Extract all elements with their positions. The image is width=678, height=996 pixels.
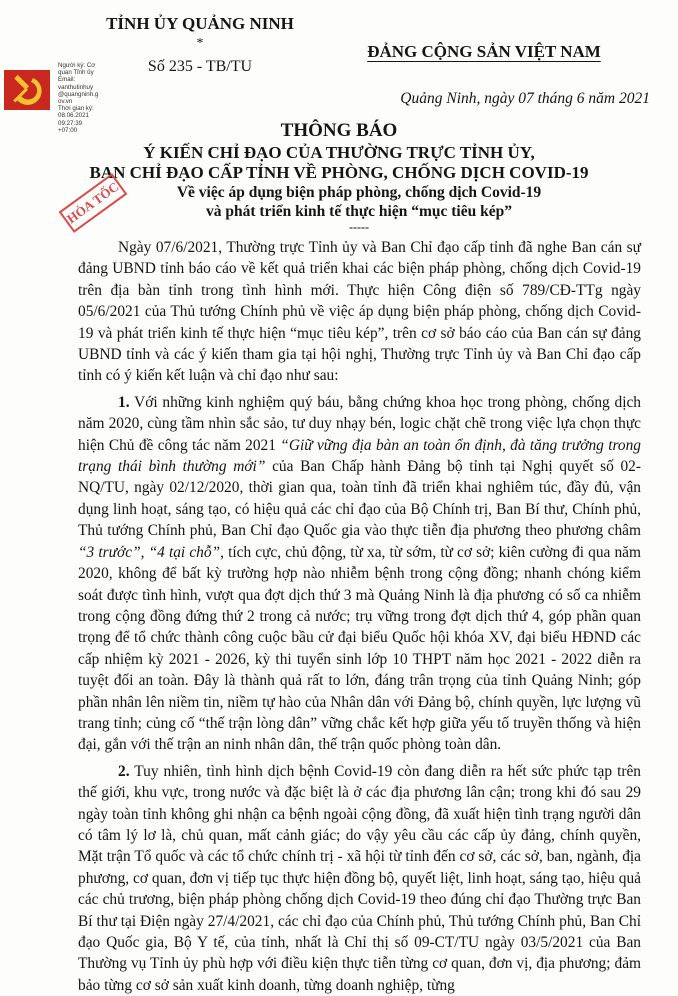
signature-line: @quangninh.g [58,90,99,98]
party-emblem [3,66,51,119]
signature-line: Người ký: Cơ [58,62,96,69]
document-type: THÔNG BÁO [280,120,398,141]
signature-line: Email: [58,76,76,84]
subject-line-2: và phát triển kinh tế thực hiện “mục tiêu kép” [206,203,512,220]
document-body [78,237,641,996]
signature-line: ov.vn [58,98,73,106]
date-line: Quảng Ninh, ngày 07 tháng 6 năm 2021 [400,90,650,107]
paragraph-1-text: Với những kinh nghiệm quý báu, bằng chứng khoa học trong phòng, chống dịch năm 2020, cùng tầm nhìn sắc sảo, tư duy nhạy bén, logic chặt chẽ trong việc lựa chọn thực hiện Chủ đề công tác năm 2021 [78,393,641,454]
header-star: * [196,36,204,51]
signature-line: 09:27:39 [58,119,83,127]
signature-line: quan Tỉnh ủy [58,69,94,77]
signature-line: Thời gian ký: [58,105,94,113]
signature-line: 08.06.2021 [58,112,89,120]
subject-line-1: Về việc áp dụng biện pháp phòng, chống dịch Covid-19 [176,184,542,201]
paragraph-2-number: 2. [118,762,130,780]
title-divider: ----- [349,220,369,234]
paragraph-1-number: 1. [118,393,130,411]
paragraph-1 [78,392,641,756]
document-number: Số 235 - TB/TU [147,58,253,75]
title-line-2: BAN CHỈ ĐẠO CẤP TỈNH VỀ PHÒNG, CHỐNG DỊCH COVID-19 [89,163,589,182]
party-name: ĐẢNG CỘNG SẢN VIỆT NAM [367,42,601,61]
intro-paragraph: Ngày 07/6/2021, Thường trực Tỉnh ủy và Ban Chỉ đạo cấp tỉnh đã nghe Ban cán sự đảng UBND tỉnh báo cáo về kết quả triển khai các biện pháp phòng, chống dịch Covid-19 trên địa bàn tỉnh trong tình hình mới. Thực hiện Công điện số 789/CĐ-TTg ngày 05/6/2021 của Thủ tướng Chính phủ về việc áp dụng biện pháp phòng, chống dịch Covid-19 và phát triển kinh tế thực hiện “mục tiêu kép”, trên cơ sở báo cáo của Ban cán sự đảng UBND tỉnh và các ý kiến tham gia tại hội nghị, Thường trực Tỉnh ủy và Ban Chỉ đạo cấp tỉnh có ý kiến kết luận và chỉ đạo như sau: [78,239,641,385]
urgent-stamp: HỎA TỐC [59,173,128,233]
paragraph-1-text: của Ban Chấp hành Đảng bộ tỉnh tại Nghị quyết số 02-NQ/TU, ngày 02/12/2020, thời gian qua, toàn tỉnh đã triển khai nghiêm túc, đầy đủ, vận dụng linh hoạt, sáng tạo, có hiệu quả các chỉ đạo của Bộ Chính trị, Ban Bí thư, Chính phủ, Thủ tướng Chính phủ, Ban Chỉ đạo Quốc gia vào thực tiễn địa phương theo phương châm [78,458,641,540]
signature-line: vanthutinhuy [58,83,94,91]
paragraph-2-text: Tuy nhiên, tình hình dịch bệnh Covid-19 còn đang diễn ra hết sức phức tạp trên thế giới, khu vực, trong nước và đặc biệt là ở các địa phương lân cận; trong khi đó sau 29 ngày toàn tỉnh không ghi nhận ca bệnh ngoài cộng đồng, đã xuất hiện tình trạng người dân có tâm lý lơ là, chủ quan, mất cảnh giác; do vậy yêu cầu các cấp ủy đảng, chính quyền, Mặt trận Tổ quốc và các tổ chức chính trị - xã hội từ tỉnh đến cơ sở, các sở, ban, ngành, địa phương, cơ quan, đơn vị tiếp tục thực hiện đồng bộ, quyết liệt, linh hoạt, sáng tạo, hiệu quả các chủ trương, biện pháp phòng chống dịch Covid-19 theo đúng chỉ đạo Thường trực Ban Bí thư tại Điện ngày 27/4/2021, các chỉ đạo của Chính phủ, Thủ tướng Chính phủ, Ban Chỉ đạo Quốc gia, Bộ Y tế, của tỉnh, nhất là Chỉ thị số 09-CT/TU ngày 03/5/2021 của Ban Thường vụ Tỉnh ủy phù hợp với điều kiện thực tiễn từng cơ quan, đơn vị, địa phương; đảm bảo từng cơ sở sản xuất kinh doanh, từng doanh nghiệp, từng [78,762,641,994]
signature-line: +07:00 [58,126,78,134]
paragraph-2 [78,761,641,996]
theme-quote: “Giữ vững địa bàn an toàn ổn định, đà tăng trưởng trong trạng thái bình thường mới” [78,436,641,476]
motto-quote: “3 trước”, “4 tại chỗ” [78,543,221,561]
issuing-org: TỈNH ỦY QUẢNG NINH [106,14,294,33]
paragraph-1-text: , tích cực, chủ động, từ xa, từ sớm, từ cơ sở; kiên cường đi qua năm 2020, không để bất kỳ trường hợp nào nhiễm bệnh trong cộng đồng; nhanh chóng kiểm soát được tình hình, vượt qua đợt dịch thứ 3 mà Quảng Ninh là địa phương có số ca nhiễm trong cộng đồng đứng thứ 2 trong cả nước; trụ vững trong đợt dịch thứ 4, góp phần quan trọng để tổ chức thành công cuộc bầu cử đại biểu Quốc hội khóa XV, đại biểu HĐND các cấp nhiệm kỳ 2021 - 2026, kỳ thi tuyển sinh lớp 10 THPT năm học 2021 - 2022 diễn ra tuyệt đối an toàn. Đây là thành quả rất to lớn, đáng trân trọng của tỉnh Quảng Ninh; góp phần nhân lên niềm tin, niềm tự hào của Nhân dân với Đảng bộ, chính quyền, lực lượng vũ trang tỉnh; củng cố “thế trận lòng dân” vững chắc kết hợp giữa yếu tố truyền thống và hiện đại, gắn với thế trận an ninh nhân dân, thế trận quốc phòng toàn dân. [78,543,641,754]
title-line-1: Ý KIẾN CHỈ ĐẠO CỦA THƯỜNG TRỰC TỈNH ỦY, [143,143,535,162]
